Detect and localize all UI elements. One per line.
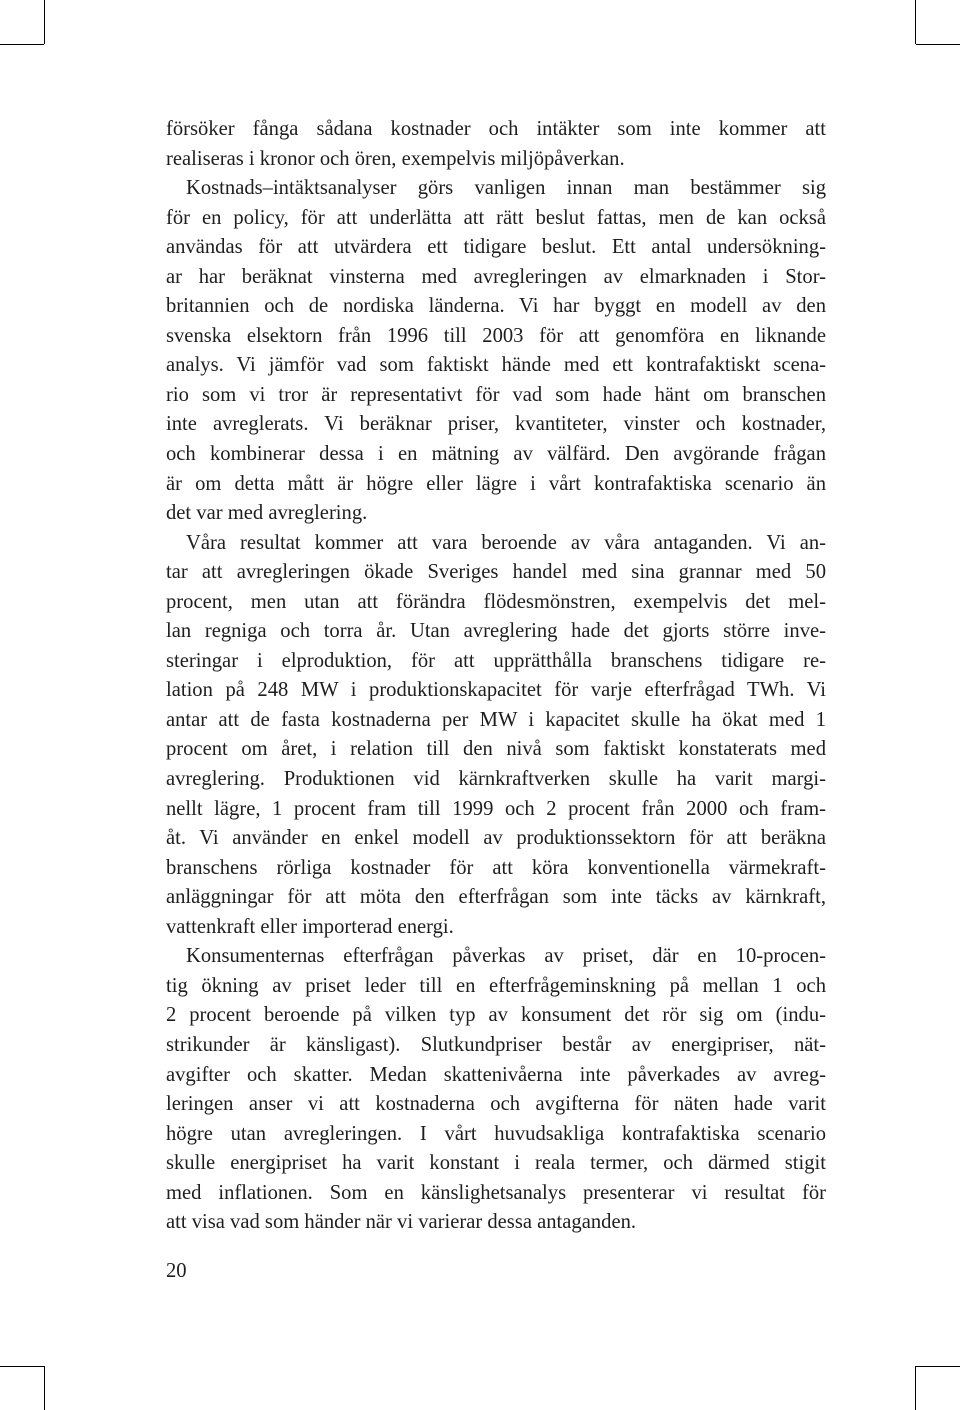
text-line: skulle energipriset ha varit konstant i reala termer, och därmed stigit [166,1152,826,1175]
crop-mark-bottom-right [915,1366,916,1410]
text-line: avreglering. Produktionen vid kärnkraftverken skulle ha varit margi- [166,768,826,791]
text-line: procent, men utan att förändra flödesmönstren, exempelvis det mel- [166,590,826,613]
text-line: lan regniga och torra år. Utan avreglering hade det gjorts större inve- [166,620,826,643]
text-line: användas för att utvärdera ett tidigare beslut. Ett antal undersökning- [166,236,826,259]
text-line: realiseras i kronor och ören, exempelvis miljöpåverkan. [166,147,625,170]
text-line: lation på 248 MW i produktionskapacitet för varje efterfrågad TWh. Vi [166,679,826,702]
text-line: ar har beräknat vinsterna med avregleringen av elmarknaden i Stor- [166,265,826,288]
paragraph-3 [166,529,826,943]
text-line: steringar i elproduktion, för att upprätthålla branschens tidigare re- [166,649,826,672]
paragraph-4 [166,942,826,1237]
page-number: 20 [166,1260,187,1282]
text-line: inte avreglerats. Vi beräknar priser, kvantiteter, vinster och kostnader, [166,413,826,436]
text-line: åt. Vi använder en enkel modell av produktionssektorn för att beräkna [166,827,826,850]
crop-mark-top-right [915,0,916,44]
text-line: för en policy, för att underlätta att rätt beslut fattas, men de kan också [166,206,826,229]
text-line: högre utan avregleringen. I vårt huvudsakliga kontrafaktiska scenario [166,1122,826,1145]
text-line: procent om året, i relation till den nivå som faktiskt konstaterats med [166,738,826,761]
crop-mark-bottom-right-horizontal [916,1366,960,1367]
text-line: avgifter och skatter. Medan skattenivåerna inte påverkades av avreg- [166,1063,826,1086]
text-line: svenska elsektorn från 1996 till 2003 för att genomföra en liknande [166,324,826,347]
crop-mark-top-left [44,0,45,44]
text-line: att visa vad som händer när vi varierar dessa antaganden. [166,1211,637,1234]
text-line: och kombinerar dessa i en mätning av välfärd. Den avgörande frågan [166,443,826,466]
crop-mark-bottom-left-horizontal [0,1366,44,1367]
crop-mark-top-right-horizontal [916,44,960,45]
paragraph-1 [166,115,826,174]
text-line: Kostnads–intäktsanalyser görs vanligen innan man bestämmer sig [186,177,826,200]
text-line: tig ökning av priset leder till en efterfrågeminskning på mellan 1 och [166,974,826,997]
text-line: rio som vi tror är representativt för vad som hade hänt om branschen [166,383,826,406]
text-line: analys. Vi jämför vad som faktiskt hände med ett kontrafaktiskt scena- [166,354,826,377]
text-line: britannien och de nordiska länderna. Vi har byggt en modell av den [166,295,826,318]
text-line: med inflationen. Som en känslighetsanalys presenterar vi resultat för [166,1181,826,1204]
text-line: strikunder är känsligast). Slutkundpriser består av energipriser, nät- [166,1033,826,1056]
text-line: anläggningar för att möta den efterfrågan som inte täcks av kärnkraft, [166,886,826,909]
text-line: 2 procent beroende på vilken typ av konsument det rör sig om (indu- [166,1004,826,1027]
text-line: är om detta mått är högre eller lägre i vårt kontrafaktiska scenario än [166,472,826,495]
text-line: nellt lägre, 1 procent fram till 1999 och 2 procent från 2000 och fram- [166,797,826,820]
text-line: vattenkraft eller importerad energi. [166,915,454,938]
text-line: försöker fånga sådana kostnader och intäkter som inte kommer att [166,118,826,140]
body-text [166,115,826,1238]
text-line: leringen anser vi att kostnaderna och avgifterna för näten hade varit [166,1093,826,1116]
text-line: Konsumenternas efterfrågan påverkas av priset, där en 10-procen- [186,945,826,968]
paragraph-2 [166,174,826,529]
text-line: branschens rörliga kostnader för att köra konventionella värmekraft- [166,856,826,879]
text-line: Våra resultat kommer att vara beroende av våra antaganden. Vi an- [186,531,826,554]
text-line: tar att avregleringen ökade Sveriges handel med sina grannar med 50 [166,561,826,584]
crop-mark-bottom-left [44,1366,45,1410]
crop-mark-top-left-horizontal [0,44,44,45]
text-line: det var med avreglering. [166,502,368,525]
text-line: antar att de fasta kostnaderna per MW i kapacitet skulle ha ökat med 1 [166,708,826,731]
